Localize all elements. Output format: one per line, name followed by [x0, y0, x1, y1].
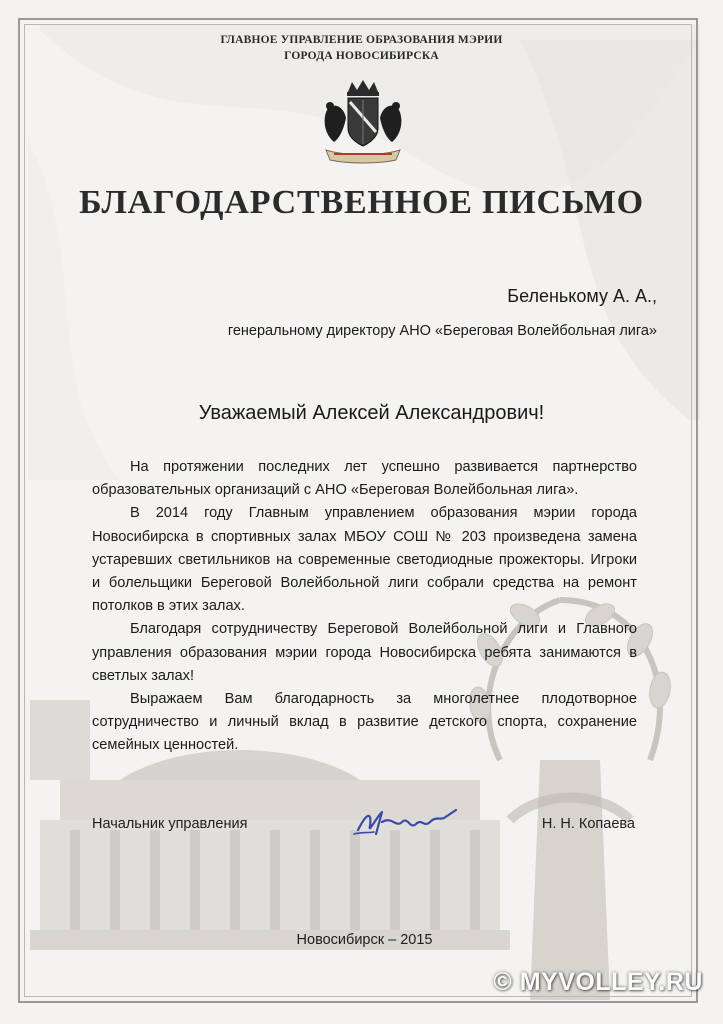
signatory-position: Начальник управления: [92, 816, 248, 832]
greeting: Уважаемый Алексей Александрович!: [198, 402, 545, 424]
body-paragraph: Выражаем Вам благодарность за многолетнее плодотворное сотрудничество и личный вклад в развитие детского спорта, сохранение семейных ценностей.: [92, 691, 637, 754]
watermark: © MYVOLLEY.RU: [493, 968, 703, 996]
body-paragraph: Благодаря сотрудничеству Береговой Волейбольной лиги и Главного управления образования мэрии города Новосибирска ребята занимаются в светлых залах!: [92, 621, 637, 684]
handwritten-signature: [352, 800, 462, 840]
issuer-line-2: ГОРОДА НОВОСИБИРСКА: [284, 50, 439, 62]
body-paragraph: На протяжении последних лет успешно развивается партнерство образовательных организаций с АНО «Береговая Волейбольная лига».: [92, 459, 637, 499]
addressee-name: Беленькому А. А.,: [507, 286, 657, 306]
novosibirsk-coat-of-arms-icon: [314, 78, 412, 168]
signatory-name: Н. Н. Копаева: [541, 816, 635, 832]
addressee-role: генеральному директору АНО «Береговая Волейбольная лига»: [227, 323, 657, 339]
body-paragraph: В 2014 году Главным управлением образования мэрии города Новосибирска в спортивных залах МБОУ СОШ № 203 произведена замена устаревших светильников на современные светодиодные прожекторы. Игроки и болельщики Береговой Волейбольной лиги собрали средства на ремонт потолков в этих залах.: [92, 505, 637, 615]
issuer-line-1: ГЛАВНОЕ УПРАВЛЕНИЕ ОБРАЗОВАНИЯ МЭРИИ: [220, 34, 503, 46]
document-title: БЛАГОДАРСТВЕННОЕ ПИСЬМО: [79, 184, 644, 221]
letter-body: [92, 456, 637, 758]
place-and-year: Новосибирск – 2015: [296, 932, 433, 948]
